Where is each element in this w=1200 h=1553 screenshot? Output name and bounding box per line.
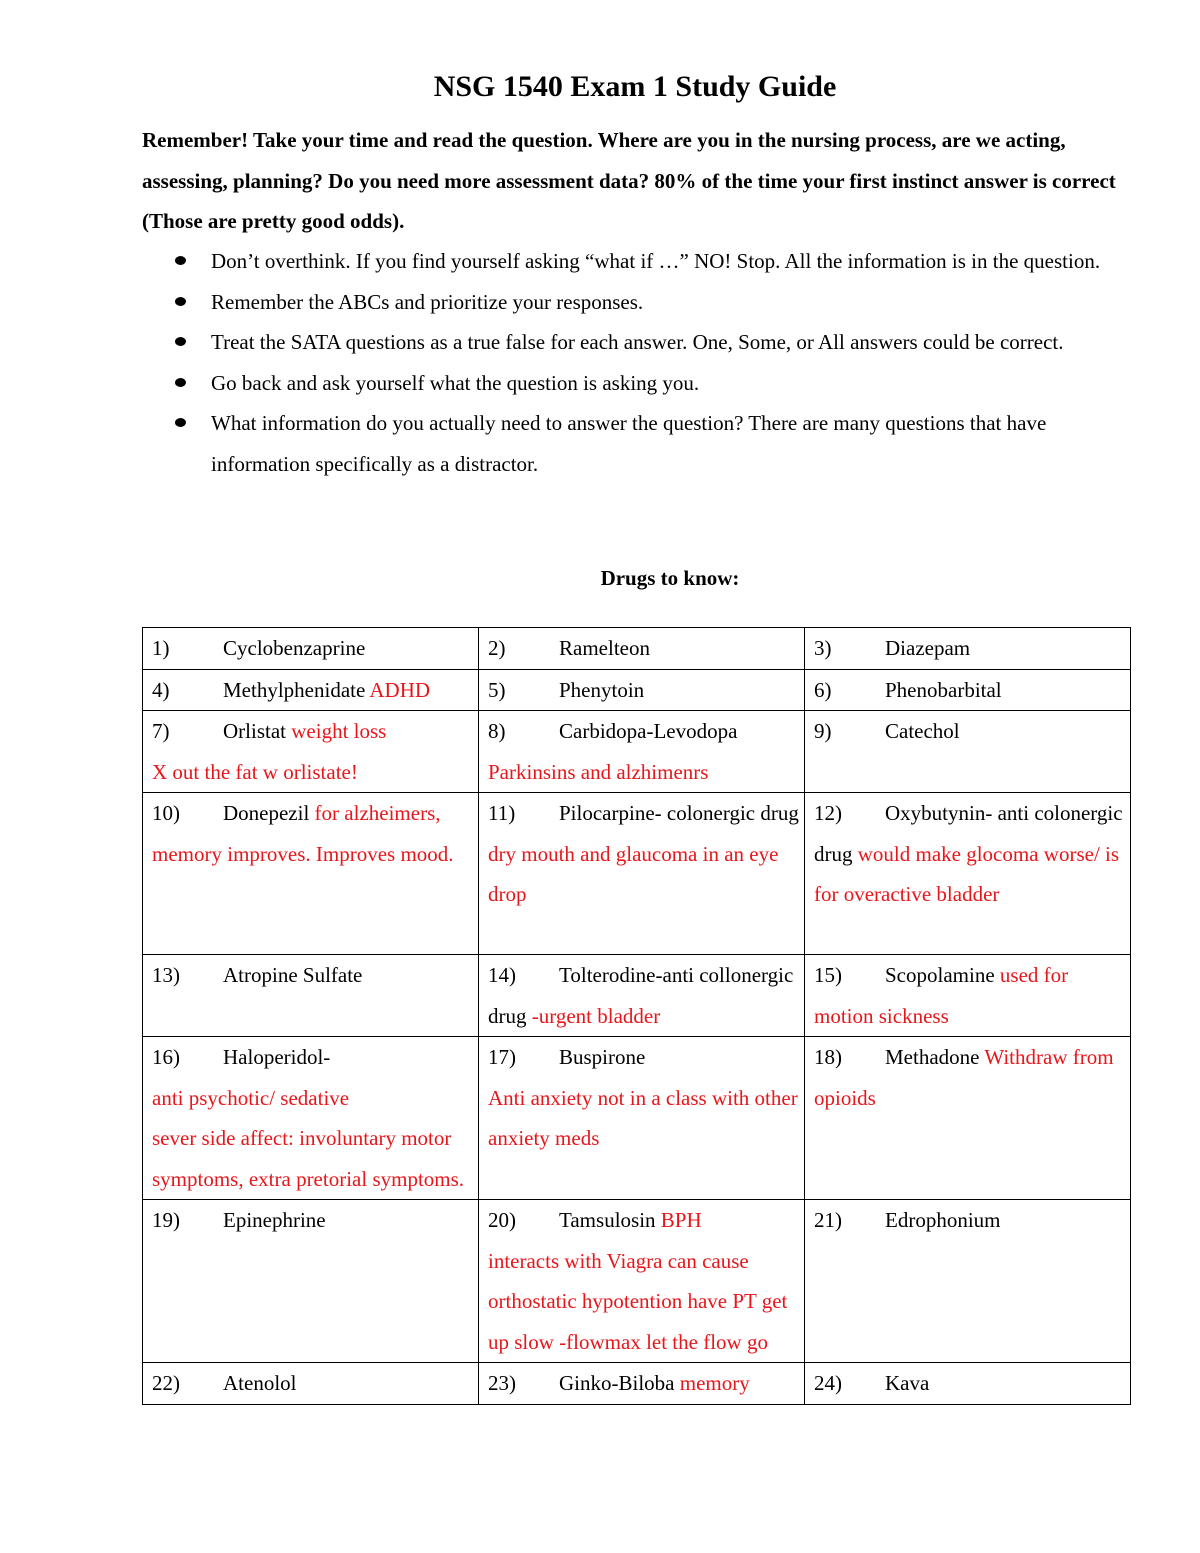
drug-name: Scopolamine	[885, 963, 995, 987]
list-item: What information do you actually need to answer the question? There are many questions that have information specifically as a distractor.	[168, 403, 1128, 484]
drug-cell: 6) Phenobarbital	[805, 669, 1131, 711]
drug-cell: 22) Atenolol	[143, 1363, 479, 1405]
drug-cell: 24) Kava	[805, 1363, 1131, 1405]
drug-note-extra: sever side affect: involuntary motor symptoms, extra pretorial symptoms.	[152, 1126, 465, 1191]
drug-note: used for motion sickness	[814, 963, 1069, 1028]
drug-note: -urgent bladder	[531, 1003, 661, 1028]
drug-cell: 12) Oxybutynin- anti colonergic drug would make glocoma worse/ is for overactive bladder	[805, 793, 1131, 955]
drug-note: ADHD	[369, 677, 431, 702]
drug-name: Epinephrine	[223, 1208, 326, 1232]
drug-name: Haloperidol-	[223, 1045, 331, 1069]
drug-name: Catechol	[885, 719, 960, 743]
drug-name: Atropine Sulfate	[223, 963, 363, 987]
page-title: NSG 1540 Exam 1 Study Guide	[433, 70, 837, 103]
drug-name: Atenolol	[223, 1371, 297, 1395]
bullet-icon	[175, 297, 186, 306]
table-row	[143, 1037, 1131, 1200]
list-item: Remember the ABCs and prioritize your responses.	[168, 282, 1128, 323]
tips-list	[168, 241, 1128, 484]
drug-cell: 21) Edrophonium	[805, 1200, 1131, 1363]
drug-note-extra: X out the fat w orlistate!	[152, 759, 358, 784]
drug-note-extra: interacts with Viagra can cause orthostatic hypotention have PT get up slow -flowmax let the flow go	[488, 1248, 788, 1354]
table-row	[143, 793, 1131, 955]
drug-name: Tolterodine-anti collonergic drug	[488, 963, 794, 1028]
drug-name: Phenytoin	[559, 677, 645, 702]
drug-cell: 13) Atropine Sulfate	[143, 955, 479, 1037]
drug-note: for alzheimers, memory improves. Improves mood.	[152, 801, 454, 866]
table-row	[143, 628, 1131, 670]
drug-cell: 3) Diazepam	[805, 628, 1131, 670]
table-row	[143, 1363, 1131, 1405]
drug-cell: 16) Haloperidol- anti psychotic/ sedative sever side affect: involuntary motor symptoms, extra pretorial symptoms.	[143, 1037, 479, 1200]
drug-cell: 1) Cyclobenzaprine	[143, 628, 479, 670]
drugs-table	[142, 627, 1131, 1405]
drug-cell: 20) Tamsulosin BPH interacts with Viagra can cause orthostatic hypotention have PT get up slow -flowmax let the flow go	[479, 1200, 805, 1363]
drug-name: Diazepam	[885, 636, 971, 660]
drug-name: Donepezil	[223, 801, 310, 825]
drug-name: Pilocarpine- colonergic drug	[559, 801, 799, 825]
drug-name: Tamsulosin	[559, 1208, 656, 1232]
table-row	[143, 1200, 1131, 1363]
drug-name: Ginko-Biloba	[559, 1371, 675, 1395]
drug-name: Cyclobenzaprine	[223, 636, 366, 660]
drug-cell: 2) Ramelteon	[479, 628, 805, 670]
drug-name: Buspirone	[559, 1045, 646, 1069]
bullet-icon	[175, 378, 186, 387]
table-row	[143, 669, 1131, 711]
intro-paragraph: Remember! Take your time and read the question. Where are you in the nursing process, are we acting, assessing, planning? Do you need more assessment data? 80% of the time your first instinct answer is correct (Those are pretty good odds).	[142, 128, 1116, 233]
bullet-icon	[175, 337, 186, 346]
drug-name: Phenobarbital	[885, 677, 1002, 702]
bullet-icon	[175, 418, 186, 427]
drug-cell: 14) Tolterodine-anti collonergic drug -urgent bladder	[479, 955, 805, 1037]
table-row	[143, 711, 1131, 793]
list-item: Treat the SATA questions as a true false for each answer. One, Some, or All answers could be correct.	[168, 322, 1128, 363]
drug-cell: 19) Epinephrine	[143, 1200, 479, 1363]
drug-name: Oxybutynin- anti colonergic drug	[814, 801, 1123, 866]
drug-note: BPH	[660, 1208, 702, 1232]
drug-cell: 23) Ginko-Biloba memory	[479, 1363, 805, 1405]
drug-cell: 9) Catechol	[805, 711, 1131, 793]
drug-cell: 5) Phenytoin	[479, 669, 805, 711]
drug-cell: 4) Methylphenidate ADHD	[143, 669, 479, 711]
drug-note: Withdraw from opioids	[814, 1045, 1114, 1110]
drug-name: Carbidopa-Levodopa	[559, 719, 738, 743]
drug-note-extra: Anti anxiety not in a class with other anxiety meds	[488, 1085, 798, 1150]
drugs-heading: Drugs to know:	[600, 566, 740, 590]
drug-name: Orlistat	[223, 719, 286, 743]
bullet-icon	[175, 256, 186, 265]
drug-note: weight loss	[291, 719, 387, 743]
drug-cell: 17) Buspirone Anti anxiety not in a class with other anxiety meds	[479, 1037, 805, 1200]
table-row	[143, 955, 1131, 1037]
drug-cell: 7) Orlistat weight loss X out the fat w orlistate!	[143, 711, 479, 793]
drug-name: Ramelteon	[559, 636, 650, 660]
list-item: Go back and ask yourself what the question is asking you.	[168, 363, 1128, 404]
drug-cell: 11) Pilocarpine- colonergic drug dry mouth and glaucoma in an eye drop	[479, 793, 805, 955]
drug-note: would make glocoma worse/ is for overactive bladder	[814, 841, 1120, 906]
drug-name: Methadone	[885, 1045, 980, 1069]
drug-cell: 18) Methadone Withdraw from opioids	[805, 1037, 1131, 1200]
drug-note: memory	[679, 1371, 750, 1395]
drug-cell: 15) Scopolamine used for motion sickness	[805, 955, 1131, 1037]
drug-name: Edrophonium	[885, 1208, 1001, 1232]
drug-cell: 10) Donepezil for alzheimers, memory improves. Improves mood.	[143, 793, 479, 955]
drug-note: dry mouth and glaucoma in an eye drop	[488, 841, 779, 906]
drug-cell: 8) Carbidopa-Levodopa Parkinsins and alzhimenrs	[479, 711, 805, 793]
drug-note-extra: Parkinsins and alzhimenrs	[488, 759, 709, 784]
drug-note-extra: anti psychotic/ sedative	[152, 1085, 350, 1110]
drug-name: Kava	[885, 1371, 930, 1395]
drug-name: Methylphenidate	[223, 677, 366, 702]
list-item: Don’t overthink. If you find yourself asking “what if …” NO! Stop. All the information is in the question.	[168, 241, 1128, 282]
